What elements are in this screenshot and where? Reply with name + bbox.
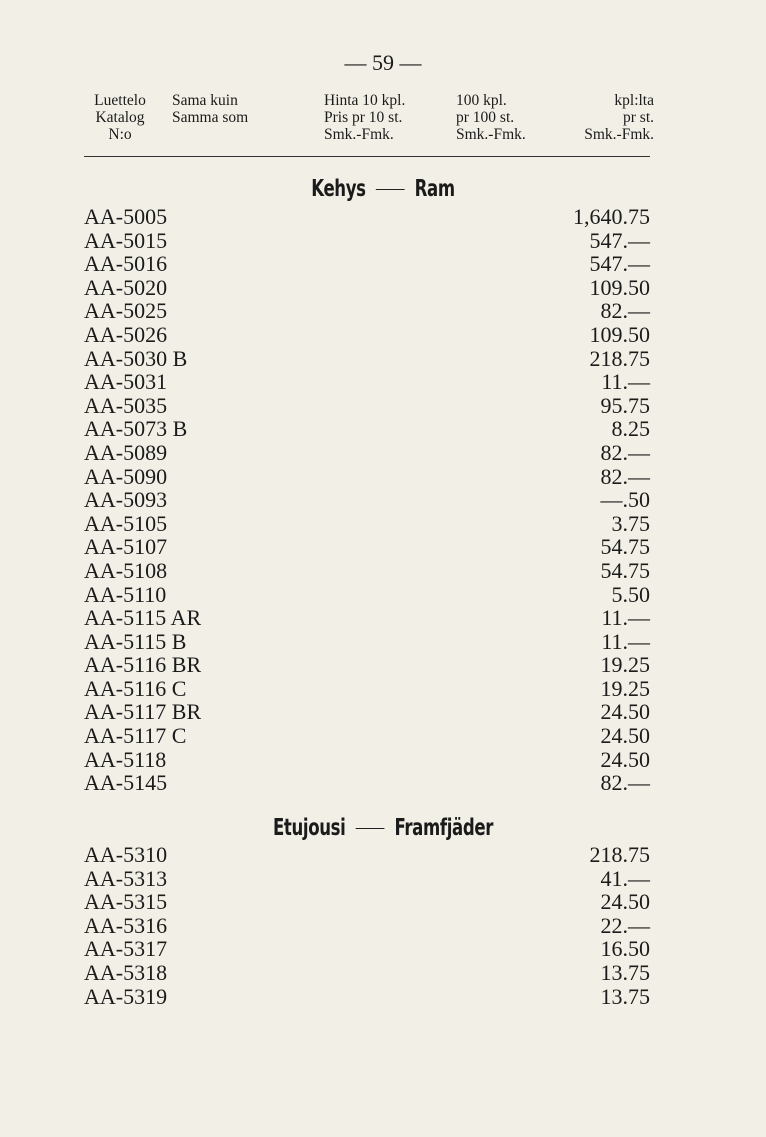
table-row	[84, 417, 650, 441]
catalog-number: AA-5116 BR	[84, 652, 202, 678]
unit-price: 82.—	[600, 463, 650, 489]
section-title-front-spring: Etujousi Framfjäder	[272, 815, 494, 841]
table-row	[84, 677, 650, 701]
unit-price: 41.—	[600, 865, 650, 891]
parts-list-front-spring	[84, 843, 650, 1008]
unit-price: 24.50	[600, 746, 650, 772]
table-row	[84, 252, 650, 276]
unit-price: 24.50	[600, 889, 650, 915]
header-price-10: Hinta 10 kpl. Pris pr 10 st. Smk.-Fmk.	[324, 92, 406, 143]
catalog-number: AA-5313	[84, 865, 168, 891]
catalog-number: AA-5115 AR	[84, 605, 202, 631]
table-row	[84, 465, 650, 489]
unit-price: —.50	[600, 487, 650, 513]
unit-price: 13.75	[600, 983, 650, 1009]
catalog-number: AA-5030 B	[84, 345, 188, 371]
catalog-number: AA-5315	[84, 889, 168, 915]
table-row	[84, 985, 650, 1009]
unit-price: 16.50	[600, 936, 650, 962]
unit-price: 1,640.75	[573, 204, 650, 229]
catalog-number: AA-5316	[84, 912, 168, 938]
catalog-number: AA-5116 C	[84, 675, 187, 701]
catalog-number: AA-5005	[84, 204, 168, 229]
header-catalog-number: Luettelo Katalog N:o	[94, 92, 146, 143]
catalog-number: AA-5145	[84, 770, 168, 796]
page-number: — 59 —	[344, 50, 422, 75]
catalog-number: AA-5110	[84, 581, 167, 607]
catalog-number: AA-5035	[84, 392, 168, 418]
table-row	[84, 914, 650, 938]
table-row	[84, 441, 650, 465]
catalog-number: AA-5318	[84, 959, 168, 985]
unit-price: 218.75	[589, 345, 650, 371]
table-row	[84, 205, 650, 229]
table-row	[84, 843, 650, 867]
catalog-number: AA-5107	[84, 534, 168, 560]
table-row	[84, 559, 650, 583]
catalog-number: AA-5319	[84, 983, 168, 1009]
catalog-number: AA-5105	[84, 510, 168, 536]
table-row	[84, 700, 650, 724]
table-row	[84, 276, 650, 300]
header-same-as: Sama kuin Samma som	[172, 92, 249, 126]
table-row	[84, 890, 650, 914]
catalog-number: AA-5020	[84, 274, 168, 300]
table-row	[84, 630, 650, 654]
table-row	[84, 323, 650, 347]
table-row	[84, 771, 650, 795]
unit-price: 19.25	[600, 652, 650, 678]
catalog-number: AA-5115 B	[84, 628, 187, 654]
unit-price: 11.—	[601, 369, 650, 395]
unit-price: 109.50	[589, 274, 650, 300]
unit-price: 11.—	[601, 605, 650, 631]
table-row	[84, 347, 650, 371]
unit-price: 109.50	[589, 321, 650, 347]
catalog-number: AA-5108	[84, 557, 168, 583]
catalog-number: AA-5118	[84, 746, 167, 772]
catalog-number: AA-5317	[84, 936, 168, 962]
unit-price: 24.50	[600, 723, 650, 749]
unit-price: 22.—	[600, 912, 650, 938]
catalog-number: AA-5117 C	[84, 723, 187, 749]
header-price-per-piece: kpl:lta pr st. Smk.-Fmk.	[584, 92, 654, 143]
table-row	[84, 961, 650, 985]
unit-price: 3.75	[611, 510, 650, 536]
table-row	[84, 535, 650, 559]
column-header	[84, 92, 654, 148]
unit-price: 82.—	[600, 439, 650, 465]
parts-list-frame	[84, 205, 650, 795]
section-title-frame: Kehys Ram	[311, 176, 455, 202]
header-price-100: 100 kpl. pr 100 st. Smk.-Fmk.	[456, 92, 526, 143]
catalog-number: AA-5025	[84, 298, 168, 324]
table-row	[84, 488, 650, 512]
table-row	[84, 653, 650, 677]
table-row	[84, 394, 650, 418]
table-row	[84, 229, 650, 253]
catalog-number: AA-5093	[84, 487, 168, 513]
catalog-number: AA-5031	[84, 369, 168, 395]
unit-price: 8.25	[611, 416, 650, 442]
catalog-number: AA-5310	[84, 842, 168, 867]
unit-price: 24.50	[600, 699, 650, 725]
table-row	[84, 512, 650, 536]
catalog-number: AA-5015	[84, 227, 168, 253]
unit-price: 13.75	[600, 959, 650, 985]
table-row	[84, 606, 650, 630]
table-row	[84, 748, 650, 772]
table-row	[84, 937, 650, 961]
catalog-number: AA-5117 BR	[84, 699, 202, 725]
unit-price: 19.25	[600, 675, 650, 701]
table-row	[84, 299, 650, 323]
catalog-number: AA-5016	[84, 251, 168, 277]
unit-price: 11.—	[601, 628, 650, 654]
catalog-number: AA-5089	[84, 439, 168, 465]
table-row	[84, 583, 650, 607]
unit-price: 54.75	[600, 557, 650, 583]
unit-price: 54.75	[600, 534, 650, 560]
catalog-number: AA-5090	[84, 463, 168, 489]
unit-price: 547.—	[589, 251, 650, 277]
unit-price: 547.—	[589, 227, 650, 253]
unit-price: 82.—	[600, 298, 650, 324]
unit-price: 95.75	[600, 392, 650, 418]
table-row	[84, 724, 650, 748]
unit-price: 5.50	[611, 581, 650, 607]
table-row	[84, 370, 650, 394]
unit-price: 82.—	[600, 770, 650, 796]
table-row	[84, 867, 650, 891]
header-divider	[84, 156, 650, 157]
catalog-number: AA-5073 B	[84, 416, 188, 442]
catalog-number: AA-5026	[84, 321, 168, 347]
unit-price: 218.75	[589, 842, 650, 867]
